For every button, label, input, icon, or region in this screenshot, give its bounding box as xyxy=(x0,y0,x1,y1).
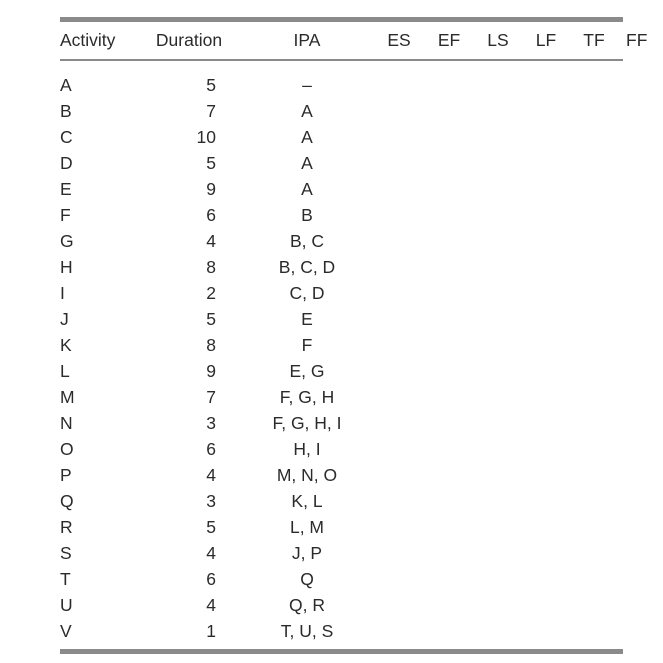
cell-es xyxy=(374,618,424,644)
cell-tf xyxy=(570,280,618,306)
cell-ipa: Q, R xyxy=(289,594,325,615)
cell-ff xyxy=(618,150,623,176)
cell-activity: A xyxy=(60,74,72,95)
cell-ff xyxy=(618,540,623,566)
cell-ls xyxy=(474,592,522,618)
cell-es xyxy=(374,228,424,254)
column-header-es: ES xyxy=(387,30,411,50)
cell-ff xyxy=(618,306,623,332)
cell-lf xyxy=(522,150,570,176)
cell-ls xyxy=(474,59,522,98)
cell-duration: 7 xyxy=(206,386,216,407)
cell-duration: 10 xyxy=(196,126,216,147)
cell-es xyxy=(374,358,424,384)
cell-lf xyxy=(522,176,570,202)
cell-ipa: E xyxy=(301,308,313,329)
cell-lf xyxy=(522,436,570,462)
cell-ff xyxy=(618,254,623,280)
table-row xyxy=(60,410,623,436)
cell-ff xyxy=(618,124,623,150)
cell-ls xyxy=(474,98,522,124)
cell-activity: P xyxy=(60,464,72,485)
cell-es xyxy=(374,124,424,150)
cell-ls xyxy=(474,228,522,254)
cell-ff xyxy=(618,488,623,514)
cell-lf xyxy=(522,59,570,98)
cell-duration: 6 xyxy=(206,204,216,225)
cell-tf xyxy=(570,150,618,176)
cell-tf xyxy=(570,592,618,618)
cell-ipa: M, N, O xyxy=(276,464,338,485)
cell-ls xyxy=(474,488,522,514)
cell-tf xyxy=(570,436,618,462)
cell-ls xyxy=(474,124,522,150)
cell-ff xyxy=(618,332,623,358)
cell-ef xyxy=(424,306,474,332)
cell-es xyxy=(374,410,424,436)
cell-activity: T xyxy=(60,568,71,589)
cell-lf xyxy=(522,566,570,592)
cell-es xyxy=(374,566,424,592)
cell-activity: K xyxy=(60,334,72,355)
table-row xyxy=(60,540,623,566)
cell-ls xyxy=(474,462,522,488)
cell-activity: O xyxy=(60,438,74,459)
cell-activity: B xyxy=(60,100,72,121)
cell-es xyxy=(374,176,424,202)
cell-ff xyxy=(618,514,623,540)
cell-activity: F xyxy=(60,204,71,225)
cell-ef xyxy=(424,488,474,514)
cell-duration: 9 xyxy=(206,178,216,199)
cell-lf xyxy=(522,618,570,644)
table-row xyxy=(60,488,623,514)
cell-lf xyxy=(522,202,570,228)
cell-duration: 2 xyxy=(206,282,216,303)
cell-duration: 5 xyxy=(206,516,216,537)
cell-ef xyxy=(424,254,474,280)
cell-duration: 5 xyxy=(206,308,216,329)
cell-duration: 8 xyxy=(206,334,216,355)
cell-lf xyxy=(522,280,570,306)
cell-ipa: F, G, H xyxy=(279,386,335,407)
cell-activity: I xyxy=(60,282,65,303)
table-row xyxy=(60,306,623,332)
cell-ls xyxy=(474,566,522,592)
cell-ff xyxy=(618,98,623,124)
cell-ef xyxy=(424,540,474,566)
cell-ls xyxy=(474,176,522,202)
cell-ef xyxy=(424,150,474,176)
cell-tf xyxy=(570,98,618,124)
table-row xyxy=(60,202,623,228)
cell-ef xyxy=(424,280,474,306)
cell-tf xyxy=(570,332,618,358)
cell-ipa: T, U, S xyxy=(280,620,334,641)
cell-ff xyxy=(618,280,623,306)
cell-ff xyxy=(618,436,623,462)
cell-tf xyxy=(570,59,618,98)
cell-ff xyxy=(618,176,623,202)
cell-ls xyxy=(474,332,522,358)
cell-ef xyxy=(424,176,474,202)
cell-ff xyxy=(618,618,623,644)
cell-ef xyxy=(424,436,474,462)
cell-ipa: J, P xyxy=(291,542,323,563)
cell-duration: 4 xyxy=(206,464,216,485)
cell-tf xyxy=(570,358,618,384)
cell-ls xyxy=(474,540,522,566)
cell-es xyxy=(374,332,424,358)
cell-tf xyxy=(570,124,618,150)
column-header-ef: EF xyxy=(437,30,461,50)
table-row xyxy=(60,462,623,488)
cell-ls xyxy=(474,254,522,280)
cell-ls xyxy=(474,618,522,644)
cell-duration: 5 xyxy=(206,74,216,95)
cell-tf xyxy=(570,228,618,254)
cell-ipa: A xyxy=(301,178,313,199)
column-header-tf: TF xyxy=(583,30,605,50)
cell-activity: G xyxy=(60,230,74,251)
cell-activity: H xyxy=(60,256,73,277)
cell-tf xyxy=(570,176,618,202)
cell-duration: 3 xyxy=(206,412,216,433)
table-row xyxy=(60,124,623,150)
cell-ef xyxy=(424,228,474,254)
cell-lf xyxy=(522,358,570,384)
cell-activity: S xyxy=(60,542,72,563)
cell-es xyxy=(374,462,424,488)
cell-tf xyxy=(570,462,618,488)
cell-duration: 5 xyxy=(206,152,216,173)
cell-activity: M xyxy=(60,386,75,407)
cell-es xyxy=(374,488,424,514)
cell-duration: 1 xyxy=(206,620,216,641)
cell-ls xyxy=(474,150,522,176)
cell-activity: L xyxy=(60,360,70,381)
table-row xyxy=(60,436,623,462)
cell-es xyxy=(374,384,424,410)
cell-lf xyxy=(522,410,570,436)
cell-ipa: F xyxy=(301,334,313,355)
cell-ipa: F, G, H, I xyxy=(272,412,342,433)
cell-tf xyxy=(570,254,618,280)
table-row xyxy=(60,618,623,644)
cell-ff xyxy=(618,410,623,436)
cell-es xyxy=(374,306,424,332)
table-row xyxy=(60,566,623,592)
cell-duration: 4 xyxy=(206,594,216,615)
cell-ls xyxy=(474,384,522,410)
column-header-duration: Duration xyxy=(155,30,223,50)
cell-lf xyxy=(522,592,570,618)
cell-activity: C xyxy=(60,126,73,147)
cell-es xyxy=(374,592,424,618)
cell-ef xyxy=(424,618,474,644)
column-header-ff: FF xyxy=(626,30,648,50)
table-row xyxy=(60,332,623,358)
cell-activity: R xyxy=(60,516,73,537)
cell-es xyxy=(374,254,424,280)
cell-ipa: A xyxy=(301,126,313,147)
table-row xyxy=(60,150,623,176)
cell-tf xyxy=(570,566,618,592)
cell-lf xyxy=(522,540,570,566)
cell-es xyxy=(374,150,424,176)
table-row xyxy=(60,514,623,540)
cell-tf xyxy=(570,410,618,436)
cell-duration: 3 xyxy=(206,490,216,511)
cell-ff xyxy=(618,592,623,618)
cell-activity: N xyxy=(60,412,73,433)
column-header-ls: LS xyxy=(487,30,509,50)
table-bottom-rule xyxy=(60,649,623,654)
cell-activity: U xyxy=(60,594,73,615)
cell-ipa: K, L xyxy=(291,490,323,511)
cell-es xyxy=(374,98,424,124)
cell-tf xyxy=(570,202,618,228)
cell-ipa: C, D xyxy=(289,282,325,303)
activity-table xyxy=(60,22,648,644)
cell-ipa: A xyxy=(301,152,313,173)
cell-ef xyxy=(424,566,474,592)
cell-es xyxy=(374,202,424,228)
cell-lf xyxy=(522,124,570,150)
cell-ls xyxy=(474,436,522,462)
cell-tf xyxy=(570,384,618,410)
cell-duration: 8 xyxy=(206,256,216,277)
cell-ipa: E, G xyxy=(289,360,325,381)
table-row xyxy=(60,358,623,384)
cell-ef xyxy=(424,410,474,436)
cell-ipa: Q xyxy=(300,568,314,589)
cell-ff xyxy=(618,566,623,592)
cell-ipa: – xyxy=(302,74,312,95)
cell-ipa: L, M xyxy=(289,516,325,537)
column-header-lf: LF xyxy=(535,30,557,50)
cell-tf xyxy=(570,488,618,514)
cell-ipa: A xyxy=(301,100,313,121)
cell-ls xyxy=(474,306,522,332)
cell-lf xyxy=(522,98,570,124)
cell-ff xyxy=(618,202,623,228)
cell-lf xyxy=(522,332,570,358)
cell-duration: 6 xyxy=(206,568,216,589)
cell-es xyxy=(374,59,424,98)
cell-ef xyxy=(424,124,474,150)
table-row xyxy=(60,59,623,98)
cell-ff xyxy=(618,462,623,488)
cell-lf xyxy=(522,306,570,332)
table-row xyxy=(60,228,623,254)
cell-es xyxy=(374,514,424,540)
cell-tf xyxy=(570,306,618,332)
cell-activity: Q xyxy=(60,490,74,511)
cell-ef xyxy=(424,514,474,540)
cell-es xyxy=(374,436,424,462)
cell-es xyxy=(374,540,424,566)
cell-lf xyxy=(522,254,570,280)
cell-duration: 7 xyxy=(206,100,216,121)
cell-ipa: B xyxy=(301,204,313,225)
cell-ls xyxy=(474,280,522,306)
table-row xyxy=(60,98,623,124)
cell-lf xyxy=(522,488,570,514)
cell-ls xyxy=(474,410,522,436)
cell-ef xyxy=(424,592,474,618)
cell-ipa: H, I xyxy=(293,438,321,459)
table-row xyxy=(60,254,623,280)
cell-ls xyxy=(474,514,522,540)
cell-ef xyxy=(424,358,474,384)
cell-activity: V xyxy=(60,620,72,641)
cell-lf xyxy=(522,228,570,254)
header-row xyxy=(60,22,623,59)
cell-duration: 4 xyxy=(206,542,216,563)
cell-lf xyxy=(522,462,570,488)
table-row xyxy=(60,176,623,202)
cell-ls xyxy=(474,202,522,228)
cell-es xyxy=(374,280,424,306)
table-row xyxy=(60,592,623,618)
cell-ef xyxy=(424,202,474,228)
cell-ipa: B, C, D xyxy=(278,256,336,277)
cell-activity: J xyxy=(60,308,69,329)
cell-ff xyxy=(618,228,623,254)
cell-ls xyxy=(474,358,522,384)
cell-ff xyxy=(618,59,623,98)
table-row xyxy=(60,384,623,410)
cell-duration: 6 xyxy=(206,438,216,459)
cell-activity: E xyxy=(60,178,72,199)
column-header-activity: Activity xyxy=(60,30,116,50)
table-body xyxy=(60,59,623,644)
cell-ef xyxy=(424,59,474,98)
cell-tf xyxy=(570,514,618,540)
column-header-ipa: IPA xyxy=(293,30,321,50)
cell-ef xyxy=(424,462,474,488)
cell-duration: 4 xyxy=(206,230,216,251)
cell-ff xyxy=(618,358,623,384)
cell-lf xyxy=(522,384,570,410)
cell-ef xyxy=(424,332,474,358)
cell-lf xyxy=(522,514,570,540)
cell-ef xyxy=(424,98,474,124)
cell-duration: 9 xyxy=(206,360,216,381)
cell-ipa: B, C xyxy=(289,230,325,251)
cell-activity: D xyxy=(60,152,73,173)
cell-tf xyxy=(570,540,618,566)
cell-ef xyxy=(424,384,474,410)
table-row xyxy=(60,280,623,306)
cell-ff xyxy=(618,384,623,410)
cell-tf xyxy=(570,618,618,644)
